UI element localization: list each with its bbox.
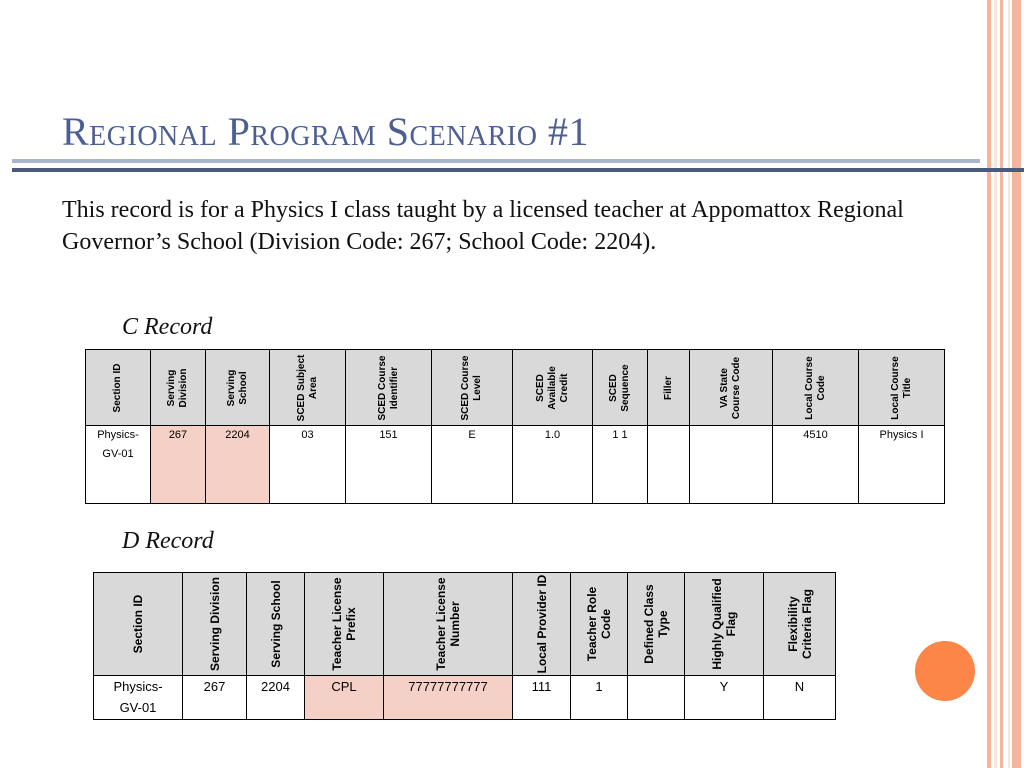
decor-stripe bbox=[1008, 0, 1010, 768]
d-header-teacher-role-code: Teacher Role Code bbox=[571, 573, 628, 676]
d-cell-defined-class-type bbox=[628, 676, 685, 720]
d-cell-local-provider-id: 111 bbox=[513, 676, 571, 720]
title-rule-light bbox=[12, 159, 980, 163]
c-cell-serving-division: 267 bbox=[151, 426, 206, 504]
decor-stripe bbox=[1000, 0, 1003, 768]
d-cell-teacher-license-number: 77777777777 bbox=[384, 676, 513, 720]
d-header-section-id: Section ID bbox=[94, 573, 183, 676]
c-record-data-row bbox=[86, 426, 945, 504]
d-header-defined-class-type: Defined Class Type bbox=[628, 573, 685, 676]
c-cell-sced-course-level: E bbox=[432, 426, 513, 504]
decor-stripe bbox=[994, 0, 997, 768]
d-cell-section-id: Physics-GV-01 bbox=[94, 676, 183, 720]
decor-stripe bbox=[1012, 0, 1021, 768]
slide-title: Regional Program Scenario #1 bbox=[62, 109, 589, 154]
c-header-local-course-title: Local Course Title bbox=[859, 350, 945, 426]
accent-circle bbox=[915, 641, 975, 701]
slide-description: This record is for a Physics I class taught by a licensed teacher at Appomattox Regional Governor’s School (Division Code: 267; School Code: 2204). bbox=[62, 197, 904, 255]
d-cell-teacher-license-prefix: CPL bbox=[305, 676, 384, 720]
d-record-label: D Record bbox=[122, 528, 214, 554]
c-record-table bbox=[85, 349, 945, 504]
c-cell-serving-school: 2204 bbox=[206, 426, 270, 504]
c-header-filler: Filler bbox=[648, 350, 690, 426]
d-header-serving-division: Serving Division bbox=[183, 573, 247, 676]
d-record-data-row bbox=[94, 676, 836, 720]
c-cell-sced-sequence: 1 1 bbox=[593, 426, 648, 504]
d-header-local-provider-id: Local Provider ID bbox=[513, 573, 571, 676]
d-cell-flexibility-criteria-flag: N bbox=[764, 676, 836, 720]
c-header-local-course-code: Local Course Code bbox=[773, 350, 859, 426]
c-header-sced-course-level: SCED Course Level bbox=[432, 350, 513, 426]
c-header-sced-subject-area: SCED Subject Area bbox=[270, 350, 346, 426]
c-header-serving-division: Serving Division bbox=[151, 350, 206, 426]
d-cell-serving-division: 267 bbox=[183, 676, 247, 720]
d-header-teacher-license-prefix: Teacher License Prefix bbox=[305, 573, 384, 676]
title-rule-dark bbox=[12, 168, 1024, 172]
d-record-table bbox=[93, 572, 836, 720]
c-record-header-row bbox=[86, 350, 945, 426]
c-header-sced-sequence: SCED Sequence bbox=[593, 350, 648, 426]
c-header-sced-course-identifier: SCED Course Identifier bbox=[346, 350, 432, 426]
c-cell-local-course-title: Physics I bbox=[859, 426, 945, 504]
d-record-header-row bbox=[94, 573, 836, 676]
c-header-sced-available-credit: SCED Available Credit bbox=[513, 350, 593, 426]
c-cell-va-state-course-code bbox=[690, 426, 773, 504]
c-record-label: C Record bbox=[122, 314, 213, 340]
c-header-va-state-course-code: VA State Course Code bbox=[690, 350, 773, 426]
c-cell-filler bbox=[648, 426, 690, 504]
d-header-serving-school: Serving School bbox=[247, 573, 305, 676]
c-cell-sced-course-identifier: 151 bbox=[346, 426, 432, 504]
d-header-flexibility-criteria-flag: Flexibility Criteria Flag bbox=[764, 573, 836, 676]
d-cell-highly-qualified-flag: Y bbox=[685, 676, 764, 720]
decor-stripe bbox=[987, 0, 991, 768]
c-cell-sced-subject-area: 03 bbox=[270, 426, 346, 504]
c-header-section-id: Section ID bbox=[86, 350, 151, 426]
c-cell-section-id: Physics-GV-01 bbox=[86, 426, 151, 504]
d-cell-serving-school: 2204 bbox=[247, 676, 305, 720]
c-cell-sced-available-credit: 1.0 bbox=[513, 426, 593, 504]
d-header-highly-qualified-flag: Highly Qualified Flag bbox=[685, 573, 764, 676]
d-cell-teacher-role-code: 1 bbox=[571, 676, 628, 720]
c-cell-local-course-code: 4510 bbox=[773, 426, 859, 504]
c-header-serving-school: Serving School bbox=[206, 350, 270, 426]
d-header-teacher-license-number: Teacher License Number bbox=[384, 573, 513, 676]
